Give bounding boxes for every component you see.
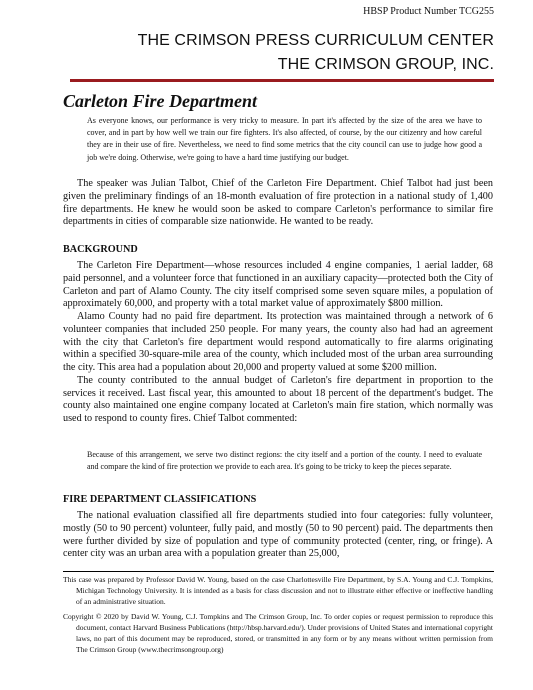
- intro-section: [63, 178, 493, 229]
- footnote-rule: [63, 571, 494, 572]
- publisher-line-2: THE CRIMSON GROUP, INC.: [277, 56, 494, 73]
- case-note: This case was prepared by Professor David W. Young, based on the case Charlottesville Fire Department, by S.A. Young and C.J. Tompkins, Michigan Technology University. It is intended as a basis for class discussion and not to illustrate either effective or ineffective handling of an administrative situation.: [63, 575, 493, 606]
- opening-quote: As everyone knows, our performance is very tricky to measure. In part it's affected by the size of the area we have to cover, and in part by how well we train our fire fighters. It's also affected, of course, by the our citizenry and how careful they are in their use of fire. Nevertheless, we need to find some metrics that the city council can use to judge how good a job we're doing. Otherwise, we're going to have a hard time justifying our budget.: [87, 116, 482, 162]
- copyright-notice: Copyright © 2020 by David W. Young, C.J. Tompkins and The Crimson Group, Inc. To order copies or request permission to reproduce this document, contact Harvard Business Publications (http://hbsp.harvard.edu/). Under provisions of United States and international copyright laws, no part of this document may be reproduced, stored, or transmitted in any form or by any means without written permission from The Crimson Group (www.thecrimsongroup.org): [63, 612, 493, 654]
- chief-quote: Because of this arrangement, we serve two distinct regions: the city itself and a portion of the county. I need to evaluate and compare the kind of fire protection we provide to each area. It's going to be tricky to keep the pieces separate.: [87, 450, 482, 472]
- classifications-section: [63, 510, 493, 561]
- background-paragraph: The county contributed to the annual budget of Carleton's fire department in proportion to the services it received. Last fiscal year, this amounted to about 18 percent of the department's budget. The county also maintained one engine company located at Carleton's main fire station, which normally was used to respond to county fires. Chief Talbot commented:: [63, 374, 493, 424]
- product-number: HBSP Product Number TCG255: [363, 6, 494, 17]
- background-section: [63, 260, 493, 426]
- publisher-line-1: THE CRIMSON PRESS CURRICULUM CENTER: [137, 32, 494, 49]
- intro-paragraph: The speaker was Julian Talbot, Chief of the Carleton Fire Department. Chief Talbot had just been given the preliminary findings of an 18-month evaluation of fire protection in a national study of 1,400 fire departments. He knew he would soon be asked to compare Carleton's performance to similar fire departments in cities of comparable size nationwide. He wanted to be ready.: [63, 178, 493, 228]
- case-footnote: [63, 574, 493, 607]
- background-heading: BACKGROUND: [63, 244, 138, 255]
- background-paragraph: Alamo County had no paid fire department. Its protection was maintained through a network of 6 volunteer companies that included 250 people. For many years, the county also had had an agreement with the city that Carleton's fire department would respond automatically to fire alarms originating within a specified 30-square-mile area of the county, which included most of the urban area surrounding the city. This area had a population about 20,000 and property valued at some $200 million.: [63, 311, 493, 373]
- header-rule: [70, 79, 494, 82]
- classifications-paragraph: The national evaluation classified all fire departments studied into four categories: fully volunteer, mostly (50 to 90 percent) volunteer, fully paid, and mostly (50 to 90 percent) paid. The departments then were further divided by size of population and type of community protected (center, ring, or fringe). A center city was an urban area with a population greater than 25,000,: [63, 510, 493, 560]
- classifications-heading: FIRE DEPARTMENT CLASSIFICATIONS: [63, 494, 257, 505]
- copyright-footnote: [63, 611, 493, 655]
- background-paragraph: The Carleton Fire Department—whose resources included 4 engine companies, 1 aerial ladder, 68 paid personnel, and a volunteer force that functioned in an auxiliary capacity—protected both the City of Carleton and part of Alamo County. The city itself comprised some seven square miles, a population of approximately 60,000, and property with a total market value of approximately $800 million.: [63, 260, 493, 310]
- case-title: Carleton Fire Department: [63, 91, 258, 111]
